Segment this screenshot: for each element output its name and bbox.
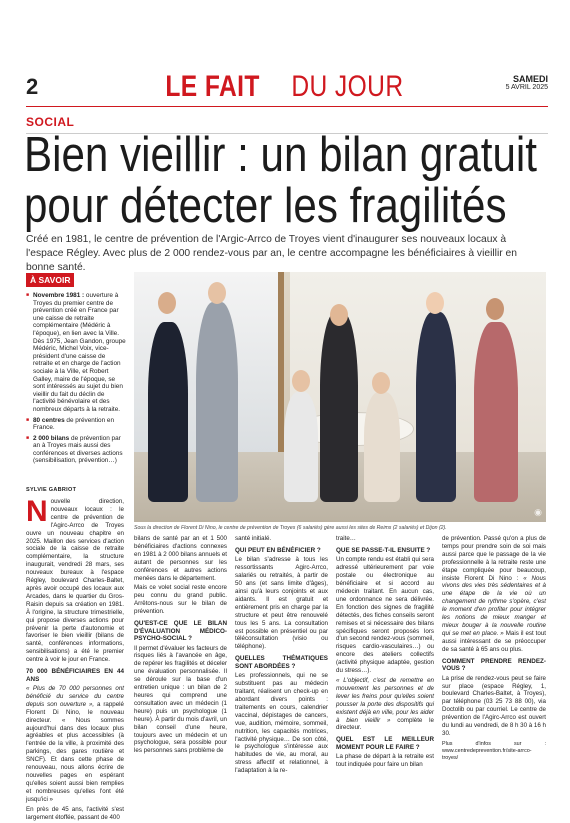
article-column-2 [134, 535, 227, 757]
person-head [426, 292, 444, 314]
paragraph: Nouvelle direction, nouveaux locaux : le centre de prévention de l'Agirc-Arrco de Troyes ouvre un nouveau chapitre en 2025. Maillon des services d'action sociale de la caisse de retraite complémentaire, la structure inaugurait, vendredi 28 mars, ses nouveaux bureaux à l'espace Régley, boulevard Charles-Baltet, après avoir occupé des locaux aux Arcades, dans le quartier du Gros-Raisin depuis sa création en 1981. À l'origine, la structure trimestrielle, qui propose diverses actions pour prévenir la perte d'autonomie et favoriser le bien vieillir (bilans de santé, conférences informations, sensibilisations) a été le premier centre à voir le jour en France. [26, 495, 124, 664]
fact-list [26, 292, 126, 465]
person-head [486, 298, 504, 320]
fact-item: ■ Novembre 1981 : ouverture à Troyes du premier centre de prévention créé en France par une caisse de retraite complémentaire (Médéric à l'époque), en lien avec la Ville. Dès 1975, Jean Gandon, groupe Médéric, Michel Voix, vice-président d'une caisse de retraite et en charge de l'action sociale à la Ville, et Robert Galley, maire de l'époque, se sont intéressés au sujet du bien vieillir du fait du déclin de l'activité bénévolaire et des nombreux départs à la retraite. [26, 292, 126, 414]
issue-full-date: 5 AVRIL 2025 [505, 84, 548, 91]
paragraph: traite… [336, 535, 356, 542]
article-photo [134, 272, 546, 522]
paragraph: Un compte rendu est établi qui sera adressé ultérieurement par voie postale ou électronique au bénéficiaire et si accord au médecin traitant. En aucun cas, une ordonnance ne sera délivrée. En fonction des signes de fragilité détectés, des fiches conseils seront remises et si nécessaire des bilans spécifiques seront proposés lors d'un second rendez-vous (sommeil, risques cardio-vasculaires…) ou encore des ateliers collectifs (activité physique adaptée, gestion du stress…). [336, 556, 434, 675]
article-column-5 [442, 535, 546, 764]
headline [24, 128, 537, 233]
subheading: QUE SE PASSE-T-IL ENSUITE ? [336, 546, 431, 554]
fact-item: ■ 2 000 bilans de prévention par an à Troyes mais aussi des conférences et diverses actions (sensibilisation, prévention…) [26, 435, 126, 465]
person-figure [320, 312, 358, 502]
masthead [0, 70, 570, 104]
person-head [372, 372, 390, 394]
fact-box [26, 270, 126, 468]
subheading: 70 000 BÉNÉFICIAIRES EN 44 ANS [26, 668, 124, 683]
person-figure [284, 392, 318, 502]
paragraph: Mais ce volet social reste encore peu connu du grand public. Arrêtons-nous sur le bilan de prévention. [134, 584, 227, 616]
subheading: COMMENT PRENDRE RENDEZ-VOUS ? [442, 657, 546, 673]
headline-line-2: pour détecter les fragilités [24, 179, 507, 233]
paragraph: Il permet d'évaluer les facteurs de risques liés à l'avancée en âge, de repérer les fragilités et déceler une évaluation personnalisée. Il se déroule sur la base d'un entretien unique : un bilan de 2 heures qui comprend une consultation avec un médecin (1 heure) puis un psychologue (1 heure). À partir du mois d'avril, un bilan conseil d'une heure, toujours avec un médecin et un psychologue, sera possible pour les personnes sans problème de [134, 644, 227, 755]
person-figure [416, 312, 456, 502]
paragraph: « Plus de 70 000 personnes ont bénéficié du service du centre depuis son ouverture », a rappelé Florent Di Nino, le nouveau directeur. « Nous sommes aujourd'hui dans des locaux plus agréables et plus accessibles (à l'entrée de la ville, à proximité des parkings, des gares routière et SNCF). Et dans cette phase de renouveau, nous allons écrire de nouvelles pages en espérant qu'elles soient aussi bien remplies et nombreuses qu'elles l'ont été jusqu'ici » [26, 685, 124, 803]
paragraph: « L'objectif, c'est de remettre en mouvement les personnes et de lever les freins pour qu'elles soient pousser la porte des dispositifs qui existent déjà en ville, pour les aider à bien vieillir » complète le directeur. [336, 677, 434, 732]
photo-caption: Sous la direction de Florent Di Nino, le centre de prévention de Troyes (6 salariés) gère aussi les sites de Reims (2 salariés) et Dijon (2). [134, 525, 447, 531]
standfirst: Créé en 1981, le centre de prévention de l'Argic-Arrco de Troyes vient d'inaugurer ses nouveaux locaux à l'espace Régley. Avec plus de 2 000 rendez-vous par an, le centre accompagne les bénéficiaires à vieillir en bonne santé. [26, 234, 517, 273]
headline-line-1: Bien vieillir : un bilan gratuit [24, 128, 537, 182]
masthead-light: DU JOUR [290, 70, 404, 103]
subheading: QUI PEUT EN BÉNÉFICIER ? [235, 546, 321, 554]
person-figure [364, 392, 400, 502]
subheading: QUELLES THÉMATIQUES SONT ABORDÉES ? [235, 655, 328, 670]
person-figure [148, 322, 188, 502]
page-number: 2 [26, 74, 39, 99]
article-column-1 [26, 495, 124, 823]
paragraph: bilans de santé par an et 1 500 bénéficiaires d'actions connexes en 1981 à 2 000 bilans annuels et autant de personnes sur les conférences et autres actions menées dans le département. [134, 535, 227, 582]
paragraph: En près de 45 ans, l'activité s'est largement étoffée, passant de 400 [26, 805, 124, 821]
paragraph: Le bilan s'adresse à tous les ressortissants Agirc-Arrco, salariés ou retraités, à partir de 50 ans (et sans limite d'âges), ainsi qu'à leurs conjoints et aux aidants. Il est gratuit et entièrement pris en charge par la structure et peut être renouvelé tous les 5 ans. La consultation est possible en présentiel ou par téléconsultation (visio ou téléphone). [235, 556, 328, 651]
subheading: QU'EST-CE QUE LE BILAN D'ÉVALUATION MÉDICO-PSYCHO-SOCIAL ? [134, 620, 227, 643]
issue-day: SAMEDI [512, 74, 548, 84]
person-figure [474, 322, 518, 502]
masthead-rule [26, 106, 548, 107]
camera-icon: ◉ [534, 507, 542, 517]
paragraph: santé initialé. [235, 535, 272, 542]
subheading: QUEL EST LE MEILLEUR MOMENT POUR LE FAIRE ? [336, 736, 434, 751]
masthead-bold: LE FAIT [164, 70, 260, 103]
paragraph: La phase de départ à la retraite est tout indiquée pour faire un bilan [336, 753, 434, 769]
article-column-4 [336, 535, 434, 771]
paragraph: Les professionnels, qui ne se substituent pas au médecin traitant, réalisent un check-up en abordant divers points : traitements en cours, calendrier vaccinal, dépistages de cancers, vue, audition, mémoire, sommeil, nutrition, les capacités motrices, l'activité physique… De son côté, le psychologue s'intéresse aux habitudes de vie, au moral, au stress affectif et relationnel, à l'adaptation à la re- [235, 672, 328, 775]
more-info-link[interactable]: Plus d'infos sur : www.centredeprevention.fr/site-arrco-troyes/ [442, 740, 546, 761]
paragraph: La prise de rendez-vous peut se faire sur place (espace Régley, 1, boulevard Charles-Baltet, à Troyes), par téléphone (03 25 73 88 00), via Doctolib ou par courriel. Le centre de prévention de l'Agirc-Arrco est ouvert du lundi au vendredi, de 8 h 30 à 16 h 30. [442, 674, 546, 737]
paragraph: de prévention. Passé qu'on a plus de temps pour prendre soin de soi mais aussi parce que le passage de la vie professionnelle à la retraite reste une étape compliquée pour beaucoup, insiste Florent Di Nino : « Nous vivons des vies très sédentaires et à une étape de la vie où un changement de rythme s'opère, c'est le moment d'en profiter pour intégrer les notions de mieux manger et mieux bouger à la nouvelle routine qui se met en place. » Mais il est tout aussi intéressant de se préoccuper de sa santé à 65 ans ou plus. [442, 535, 547, 653]
person-figure [196, 302, 238, 502]
person-head [158, 292, 176, 314]
byline: SYLVIE GABRIOT [26, 487, 77, 493]
issue-date [506, 74, 548, 91]
person-head [330, 304, 348, 326]
section-label: SOCIAL [26, 115, 75, 129]
drop-cap: N [26, 495, 48, 528]
person-head [208, 282, 226, 304]
fact-item: ■ 80 centres de prévention en France. [26, 417, 126, 432]
article-column-3 [235, 535, 328, 777]
fact-box-title: À SAVOIR [26, 273, 74, 287]
person-head [292, 370, 310, 392]
